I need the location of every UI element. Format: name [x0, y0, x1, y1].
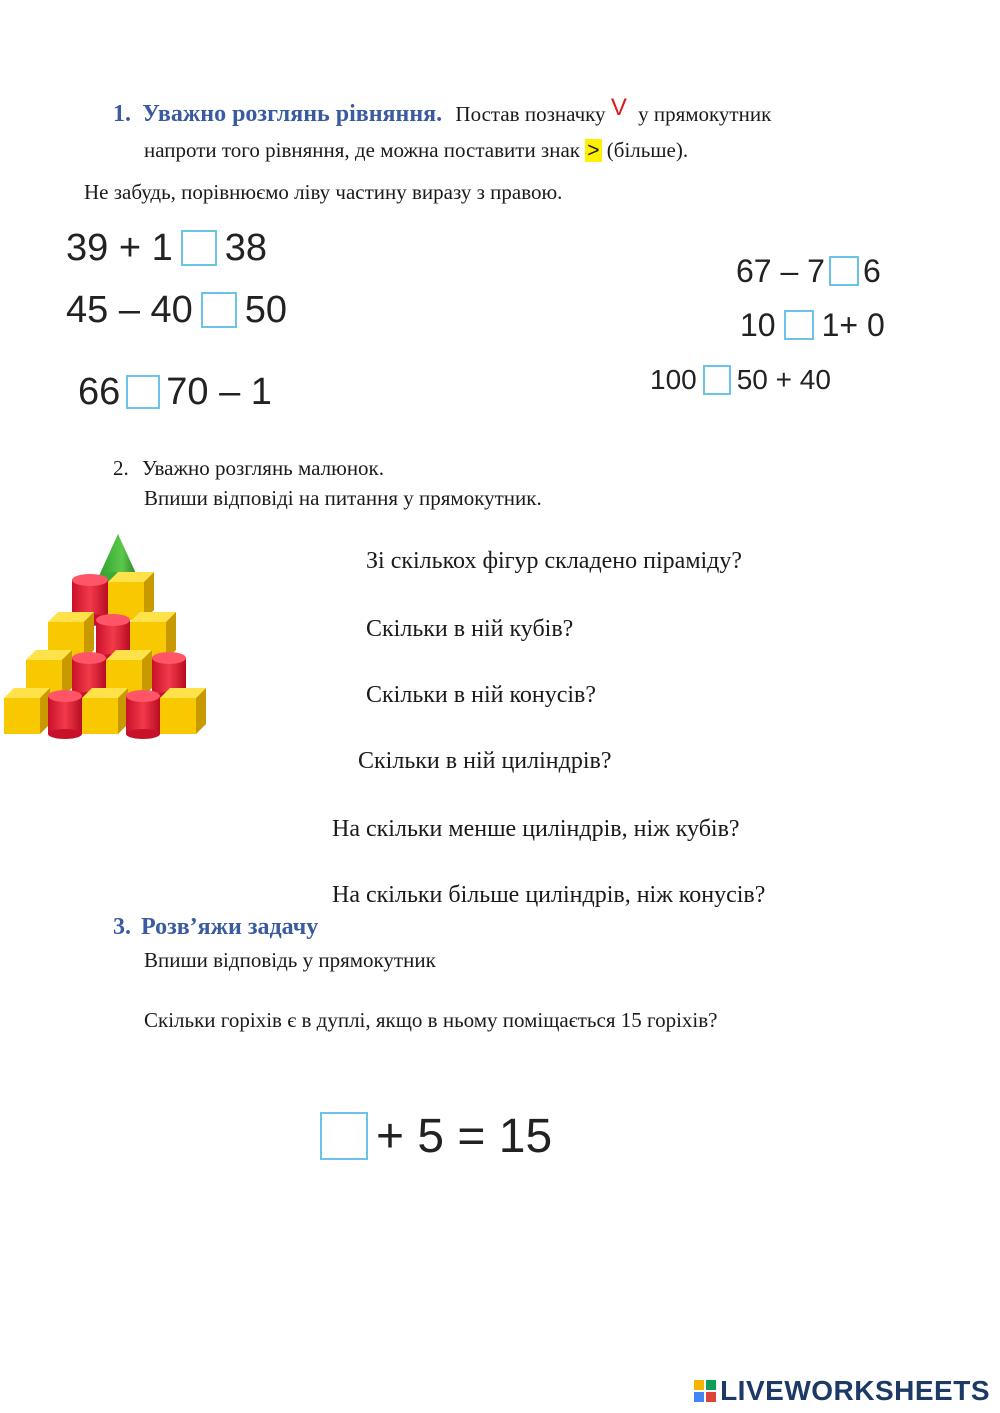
task2-line1: Уважно розглянь малюнок. — [142, 456, 385, 480]
logo-grid-icon — [694, 1380, 716, 1402]
task1-instruction-b: у прямокутник — [638, 102, 772, 126]
answer-box[interactable] — [703, 365, 731, 395]
equation-row — [66, 288, 287, 332]
task3-header — [113, 914, 318, 941]
cube-shape — [82, 688, 128, 734]
task1-number: 1. — [113, 101, 131, 127]
answer-box[interactable] — [181, 230, 217, 266]
answer-box[interactable] — [784, 310, 814, 340]
liveworksheets-logo — [694, 1375, 990, 1407]
greater-sign-highlight: > — [587, 139, 600, 162]
equation-right: 38 — [224, 226, 267, 269]
equation-left: 39 + 1 — [66, 226, 173, 269]
equation-left: 100 — [650, 364, 697, 395]
equation-right: 6 — [862, 252, 881, 289]
task1-header — [113, 94, 772, 128]
task3-number: 3. — [113, 914, 131, 940]
equation-row — [736, 252, 881, 290]
equation-left: 66 — [78, 370, 121, 413]
pyramid-illustration — [2, 530, 212, 740]
answer-box[interactable] — [320, 1112, 368, 1160]
question-cylinders: Скільки в ній циліндрів? — [358, 748, 612, 774]
cylinder-shape — [48, 690, 82, 739]
logo-text: LIVEWORKSHEETS — [720, 1375, 990, 1406]
cylinder-shape — [126, 690, 160, 739]
task1-title: Уважно розглянь рівняння. — [142, 101, 443, 127]
equation-right: 1+ 0 — [821, 306, 885, 343]
equation-rest: + 5 = 15 — [376, 1109, 553, 1163]
equation-left: 45 – 40 — [66, 288, 193, 331]
question-cubes: Скільки в ній кубів? — [366, 616, 574, 642]
answer-box[interactable] — [829, 256, 859, 286]
equation-right: 50 + 40 — [736, 364, 831, 395]
equation-right: 50 — [244, 288, 288, 331]
question-fewer-cylinders: На скільки менше циліндрів, ніж кубів? — [332, 816, 740, 842]
equation-row — [66, 226, 267, 270]
equation-row — [740, 306, 885, 344]
question-more-cylinders: На скільки більше циліндрів, ніж конусів? — [332, 882, 766, 908]
equation-right: 70 – 1 — [166, 370, 272, 413]
task2-header — [113, 456, 384, 481]
task1-line2-b: (більше). — [606, 138, 689, 162]
equation-row — [78, 370, 272, 414]
check-mark-icon: V — [610, 94, 627, 121]
equation-left: 67 – 7 — [736, 252, 825, 289]
task2-number: 2. — [113, 456, 129, 480]
cube-shape — [4, 688, 50, 734]
task3-problem: Скільки горіхів є в дуплі, якщо в ньому поміщається 15 горіхів? — [144, 1008, 718, 1032]
cube-shape — [160, 688, 206, 734]
task3-line1: Впиши відповідь у прямокутник — [144, 948, 436, 972]
task1-reminder: Не забудь, порівнюємо ліву частину виразу з правою. — [84, 180, 563, 204]
question-cones: Скільки в ній конусів? — [366, 682, 597, 708]
question-total-figures: Зі скількох фігур складено піраміду? — [366, 548, 743, 574]
answer-box[interactable] — [201, 292, 237, 328]
task1-line2 — [144, 138, 688, 163]
task2-line2: Впиши відповіді на питання у прямокутник. — [144, 486, 542, 510]
equation-left: 10 — [740, 306, 776, 343]
task1-line2-a: напроти того рівняння, де можна поставити знак — [144, 138, 580, 162]
task1-instruction-a: Постав позначку — [455, 102, 606, 126]
answer-box[interactable] — [126, 375, 160, 409]
equation-row — [650, 362, 831, 398]
task3-equation — [320, 1110, 552, 1162]
task3-title: Розв’яжи задачу — [141, 914, 319, 940]
